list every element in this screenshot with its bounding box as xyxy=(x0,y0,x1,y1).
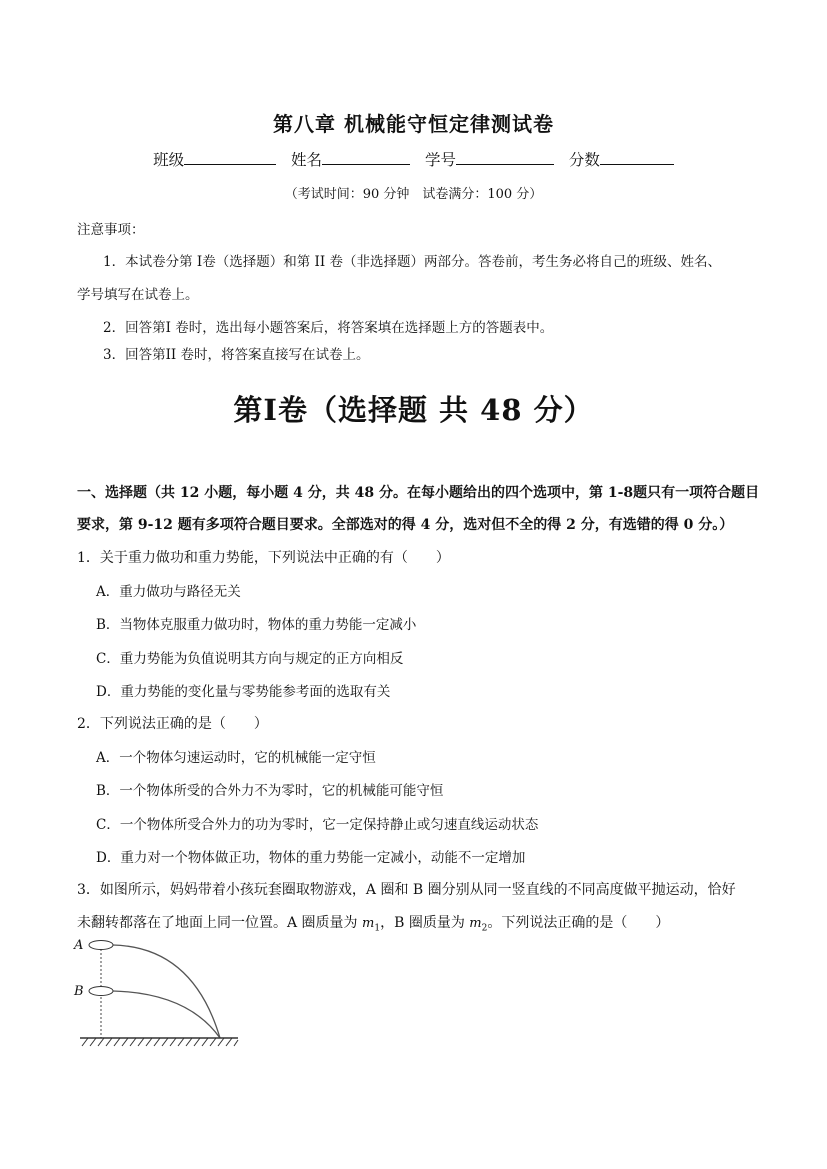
question-1-stem: 1．关于重力做功和重力势能，下列说法中正确的有（ ） xyxy=(77,550,450,566)
mass-m1-symbol: m xyxy=(362,916,375,931)
question-3-stem-part-c: 。下列说法正确的是（ ） xyxy=(487,915,670,931)
question-3-stem: 3．如图所示，妈妈带着小孩玩套圈取物游戏，A 圈和 B 圈分别从同一竖直线的不同高度做平抛运动，恰好 xyxy=(77,882,736,898)
ground-hatching xyxy=(82,1038,238,1046)
section-instructions: 一、选择题（共 12 小题，每小题 4 分，共 48 分。在每小题给出的四个选项中，第 1-8题只有一项符合题目 xyxy=(77,485,760,501)
question-2-option-c: C．一个物体所受合外力的功为零时，它一定保持静止或匀速直线运动状态 xyxy=(96,817,539,833)
ring-a xyxy=(89,941,113,950)
label-a: A xyxy=(74,938,84,953)
question-1-option-a: A．重力做功与路径无关 xyxy=(96,584,241,600)
question-3-stem-part-b: ，B 圈质量为 xyxy=(380,915,465,931)
note-item-1: 1．本试卷分第 I卷（选择题）和第 II 卷（非选择题）两部分。答卷前，考生务必将自己的班级、姓名、 xyxy=(103,254,721,270)
label-b: B xyxy=(74,984,84,999)
question-3-stem-part-a: 未翻转都落在了地面上同一位置。A 圈质量为 xyxy=(77,915,358,931)
question-1-option-b: B．当物体克服重力做功时，物体的重力势能一定减小 xyxy=(96,617,417,633)
score-blank xyxy=(600,149,674,165)
question-1-option-d: D．重力势能的变化量与零势能参考面的选取有关 xyxy=(96,684,391,700)
mass-m2-subscript: 2 xyxy=(481,923,488,934)
student-id-label: 学号 xyxy=(424,151,456,169)
score-label: 分数 xyxy=(568,151,600,169)
name-blank xyxy=(322,149,410,165)
mass-m1-subscript: 1 xyxy=(374,923,381,934)
question-2-stem: 2．下列说法正确的是（ ） xyxy=(77,716,268,732)
note-item-1-cont: 学号填写在试卷上。 xyxy=(77,287,199,303)
student-info-row xyxy=(0,148,827,170)
note-item-2: 2．回答第I 卷时，选出每小题答案后，将答案填在选择题上方的答题表中。 xyxy=(103,320,554,336)
student-id-blank xyxy=(456,149,554,165)
question-2-option-b: B．一个物体所受的合外力不为零时，它的机械能可能守恒 xyxy=(96,783,444,799)
mass-m1 xyxy=(362,916,381,934)
ring-b xyxy=(89,987,113,996)
mass-m2-symbol: m xyxy=(469,916,482,931)
part-title: 第I卷（选择题 共 48 分） xyxy=(233,393,594,427)
question-1-option-c: C．重力势能为负值说明其方向与规定的正方向相反 xyxy=(96,651,404,667)
question-2-option-a: A．一个物体匀速运动时，它的机械能一定守恒 xyxy=(96,750,376,766)
note-item-3: 3．回答第II 卷时，将答案直接写在试卷上。 xyxy=(103,347,370,363)
question-2-option-d: D．重力对一个物体做正功，物体的重力势能一定减小，动能不一定增加 xyxy=(96,850,526,866)
class-blank xyxy=(184,149,276,165)
page-title: 第八章 机械能守恒定律测试卷 xyxy=(273,112,554,136)
exam-info: （考试时间：90 分钟 试卷满分：100 分） xyxy=(284,187,543,202)
name-label: 姓名 xyxy=(291,151,323,169)
question-3-stem-cont xyxy=(77,912,669,934)
trajectory-b xyxy=(113,991,220,1038)
ring-toss-figure xyxy=(68,935,253,1050)
notes-heading: 注意事项： xyxy=(77,222,145,238)
mass-m2 xyxy=(469,916,488,934)
section-instructions-cont: 要求，第 9-12 题有多项符合题目要求。全部选对的得 4 分，选对但不全的得 2 分，有选错的得 0 分。） xyxy=(77,517,734,533)
class-label: 班级 xyxy=(153,151,185,169)
